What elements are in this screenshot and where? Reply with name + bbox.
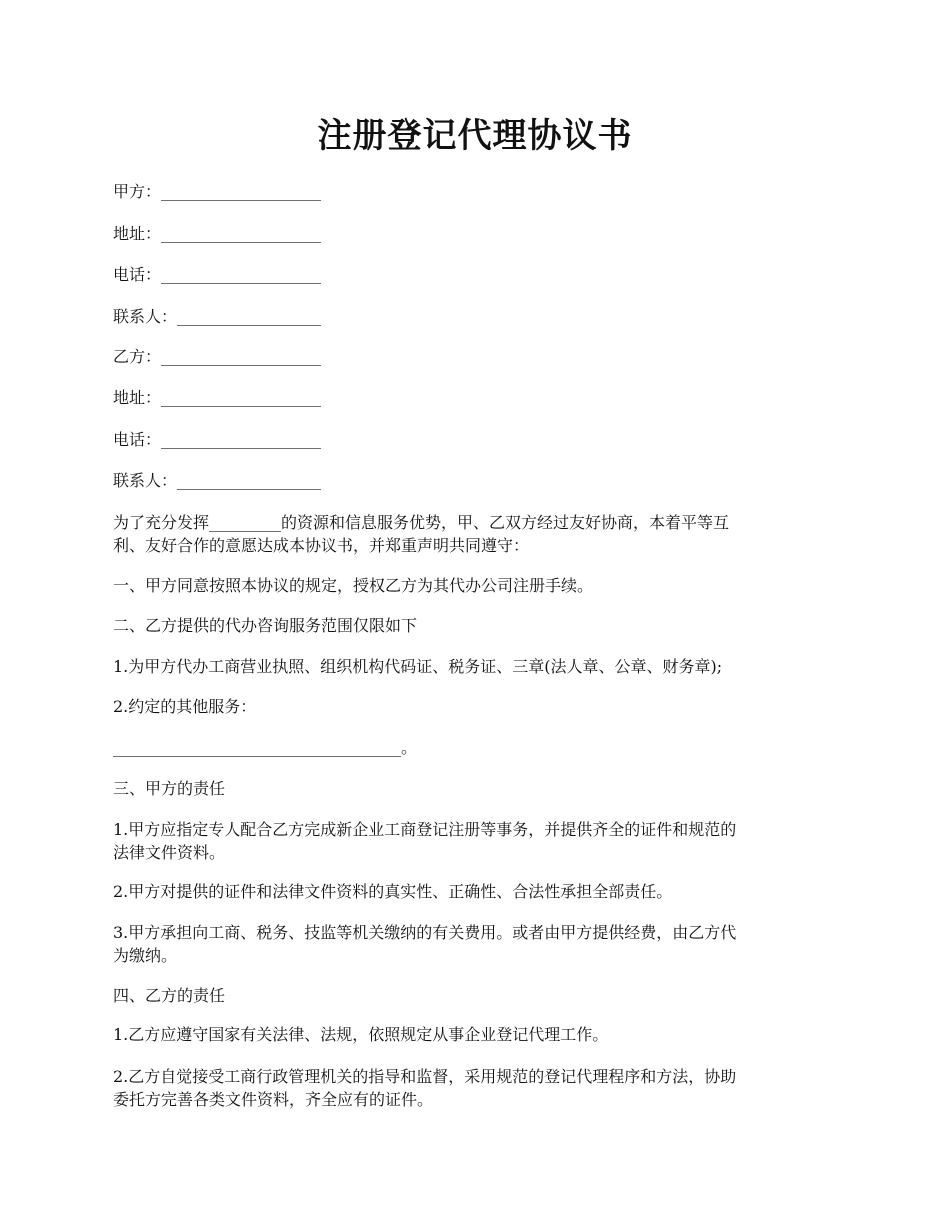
intro-line-1: 为了充分发挥_________的资源和信息服务优势，甲、乙双方经过友好协商，本着平等互 [113, 513, 730, 532]
clause-4-item-2 [113, 1065, 837, 1111]
clause-3-item-3-line-2: 为缴纳。 [113, 946, 178, 965]
clause-3-heading: 三、甲方的责任 [113, 779, 226, 798]
party-a-address-field: 地址：____________________ [113, 224, 322, 243]
clause-1: 一、甲方同意按照本协议的规定，授权乙方为其代办公司注册手续。 [113, 576, 594, 595]
party-b-address-field: 地址：____________________ [113, 388, 322, 407]
clause-4-item-1: 1.乙方应遵守国家有关法律、法规，依照规定从事企业登记代理工作。 [113, 1025, 609, 1044]
party-a-phone-field: 电话：____________________ [113, 265, 322, 284]
clause-3-item-1-line-1: 1.甲方应指定专人配合乙方完成新企业工商登记注册等事务，并提供齐全的证件和规范的 [113, 820, 737, 839]
clause-3-item-1 [113, 818, 837, 864]
clause-4-heading: 四、乙方的责任 [113, 986, 226, 1005]
clause-3-item-2: 2.甲方对提供的证件和法律文件资料的真实性、正确性、合法性承担全部责任。 [113, 882, 673, 901]
clause-2-heading: 二、乙方提供的代办咨询服务范围仅限如下 [113, 616, 418, 635]
party-b-contact-field: 联系人：__________________ [113, 471, 322, 490]
clause-3-item-3 [113, 921, 837, 967]
clause-2-item-2: 2.约定的其他服务： [113, 697, 257, 716]
party-a-name-field: 甲方：____________________ [113, 182, 322, 201]
intro-line-2: 利、友好合作的意愿达成本协议书，并郑重声明共同遵守： [113, 536, 530, 555]
clause-3-item-1-line-2: 法律文件资料。 [113, 843, 226, 862]
clause-3-item-3-line-1: 3.甲方承担向工商、税务、技监等机关缴纳的有关费用。或者由甲方提供经费，由乙方代 [113, 923, 737, 942]
party-b-name-field: 乙方：____________________ [113, 347, 322, 366]
party-a-contact-field: 联系人：__________________ [113, 307, 322, 326]
clause-4-item-2-line-1: 2.乙方自觉接受工商行政管理机关的指导和监督，采用规范的登记代理程序和方法，协助 [113, 1067, 737, 1086]
clause-2-blank-line: ____________________________________。 [113, 738, 418, 757]
party-b-phone-field: 电话：____________________ [113, 430, 322, 449]
document-title: 注册登记代理协议书 [317, 116, 633, 156]
clause-2-item-1: 1.为甲方代办工商营业执照、组织机构代码证、税务证、三章(法人章、公章、财务章); [113, 657, 723, 676]
intro-paragraph [113, 511, 837, 557]
clause-4-item-2-line-2: 委托方完善各类文件资料，齐全应有的证件。 [113, 1090, 434, 1109]
